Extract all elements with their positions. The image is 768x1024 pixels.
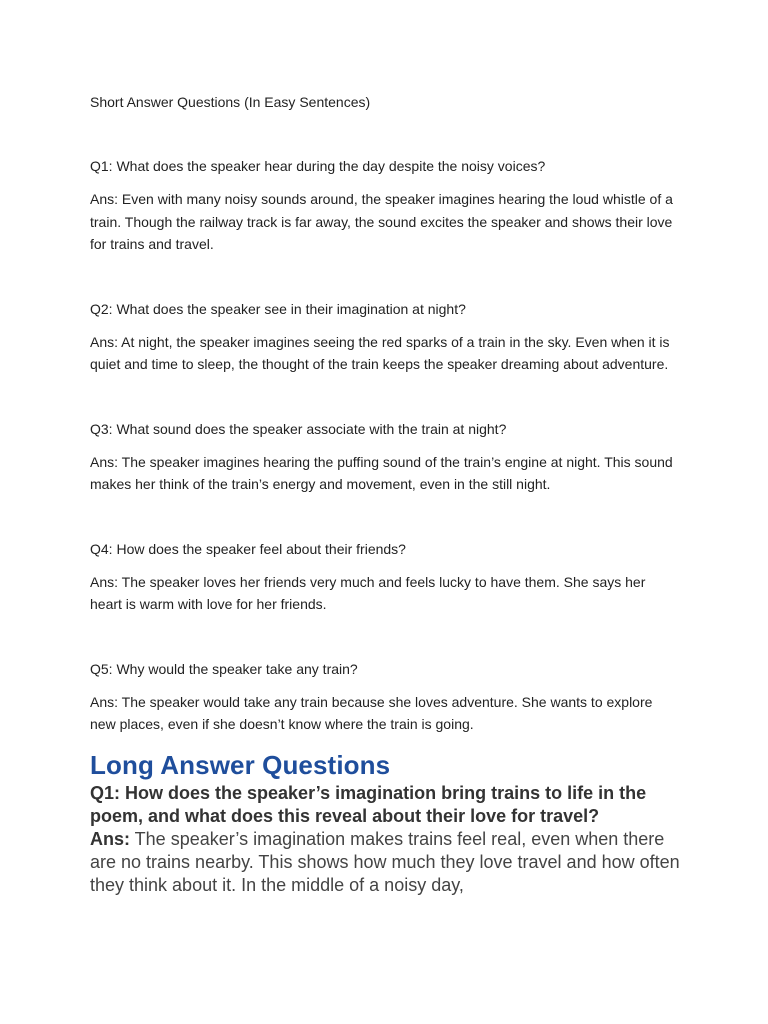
short-qa-item	[90, 156, 680, 256]
document-content	[90, 92, 680, 897]
short-qa-item	[90, 419, 680, 496]
long-answer	[90, 828, 680, 897]
short-question: Q2: What does the speaker see in their imagination at night?	[90, 300, 466, 317]
short-question: Q5: Why would the speaker take any train?	[90, 660, 358, 677]
short-answer: Ans: Even with many noisy sounds around, the speaker imagines hearing the loud whistle of a train. Though the railway track is far away, the sound excites the speaker and shows their love for trains and travel.	[90, 191, 673, 252]
short-answer: Ans: The speaker would take any train because she loves adventure. She wants to explore new places, even if she doesn’t know where the train is going.	[90, 693, 653, 732]
short-answer-heading: Short Answer Questions (In Easy Sentences)	[90, 94, 371, 110]
short-question: Q3: What sound does the speaker associate with the train at night?	[90, 420, 507, 437]
short-answer: Ans: The speaker imagines hearing the puffing sound of the train’s engine at night. This sound makes her think of the train’s energy and movement, even in the still night.	[90, 453, 673, 492]
answer-label: Ans:	[90, 828, 130, 849]
short-answer: Ans: The speaker loves her friends very much and feels lucky to have them. She says her heart is warm with love for her friends.	[90, 573, 646, 612]
long-answer-heading: Long Answer Questions	[90, 749, 391, 780]
short-question: Q4: How does the speaker feel about their friends?	[90, 540, 406, 557]
long-answer-text: The speaker’s imagination makes trains feel real, even when there are no trains nearby. This shows how much they love travel and how often they think about it. In the middle of a noisy day,	[90, 828, 680, 895]
short-qa-item	[90, 539, 680, 616]
short-qa-item	[90, 299, 680, 376]
short-answer: Ans: At night, the speaker imagines seeing the red sparks of a train in the sky. Even when it is quiet and time to sleep, the thought of the train keeps the speaker dreaming about adventure.	[90, 333, 670, 372]
short-question: Q1: What does the speaker hear during the day despite the noisy voices?	[90, 158, 546, 174]
short-qa-item	[90, 659, 680, 736]
long-question: Q1: How does the speaker’s imagination bring trains to life in the poem, and what does this reveal about their love for travel?	[90, 782, 647, 826]
